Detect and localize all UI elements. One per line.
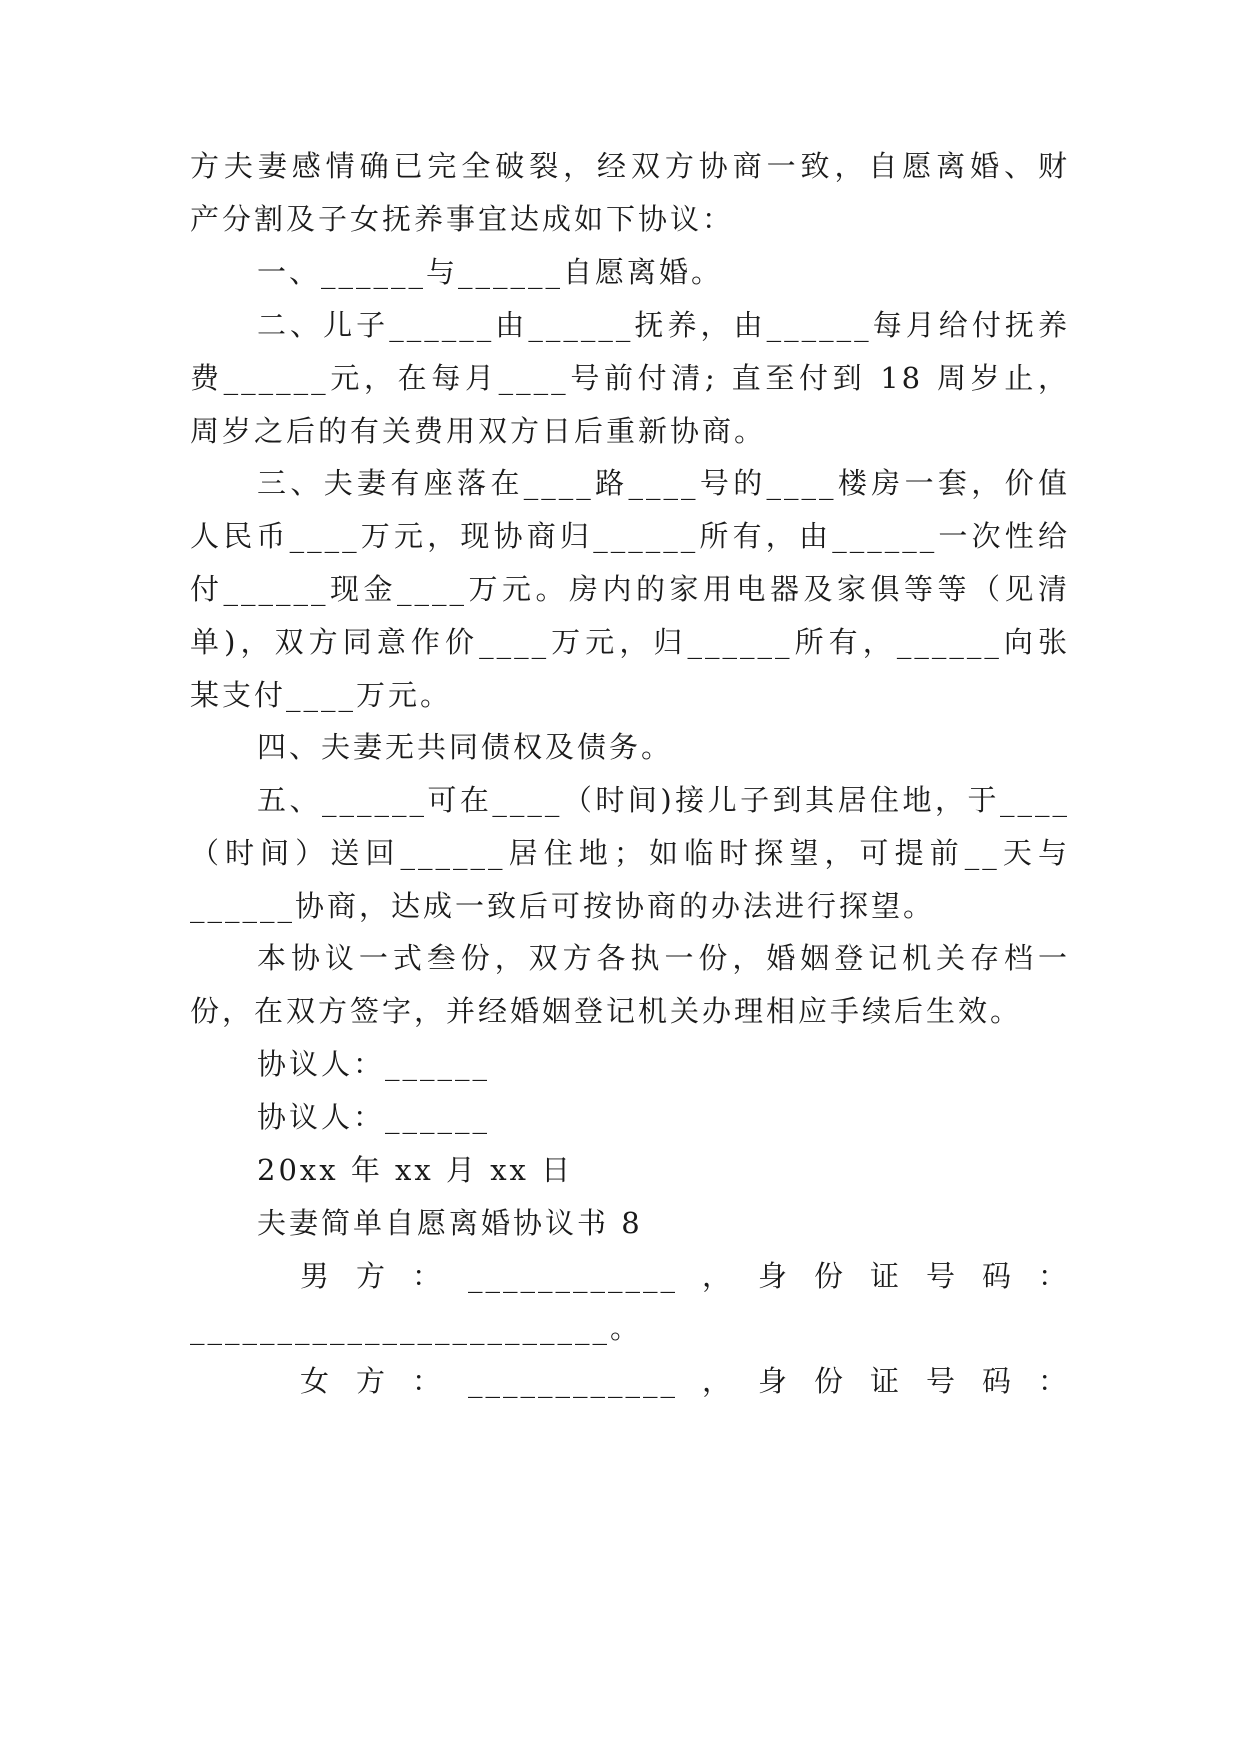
clause-3: 三、夫妻有座落在____路____号的____楼房一套，价值	[257, 466, 1070, 500]
signatory-line: 协议人：______	[257, 1047, 491, 1081]
paragraph-line: ______协商，达成一致后可按协商的办法进行探望。	[190, 889, 936, 923]
paragraph-line: 付______现金____万元。房内的家用电器及家俱等等（见清	[190, 572, 1070, 606]
paragraph-line: 份，在双方签字，并经婚姻登记机关办理相应手续后生效。	[190, 994, 1023, 1028]
paragraph-line: 方夫妻感情确已完全破裂，经双方协商一致，自愿离婚、财	[190, 149, 1070, 183]
clause-1: 一、______与______自愿离婚。	[257, 255, 724, 289]
paragraph-line: 单)，双方同意作价____万元，归______所有，______向张	[190, 625, 1070, 659]
paragraph-line: 人民币____万元，现协商归______所有，由______一次性给	[190, 519, 1070, 553]
clause-4: 四、夫妻无共同债权及债务。	[257, 730, 674, 764]
paragraph-line: 周岁之后的有关费用双方日后重新协商。	[190, 414, 767, 448]
section-title: 夫妻简单自愿离婚协议书 8	[257, 1206, 643, 1240]
id-number-line: ________________________。	[190, 1311, 643, 1345]
female-party-line: 女方：____________，身份证号码：	[300, 1364, 1070, 1398]
male-party-line: 男方：____________，身份证号码：	[300, 1259, 1070, 1293]
clause-5: 五、______可在____（时间)接儿子到其居住地，于____	[257, 783, 1070, 817]
paragraph-line: 某支付____万元。	[190, 678, 453, 712]
paragraph-line: 产分割及子女抚养事宜达成如下协议：	[190, 202, 735, 236]
paragraph-line: 费______元，在每月____号前付清; 直至付到 18 周岁止，	[190, 361, 1070, 395]
clause-2: 二、儿子______由______抚养，由______每月给付抚养	[257, 308, 1070, 342]
date-line: 20xx 年 xx 月 xx 日	[257, 1153, 574, 1187]
paragraph-line: （时间）送回______居住地；如临时探望，可提前__天与	[190, 836, 1070, 870]
closing-paragraph: 本协议一式叁份，双方各执一份，婚姻登记机关存档一	[257, 941, 1070, 975]
signatory-line: 协议人：______	[257, 1100, 491, 1134]
